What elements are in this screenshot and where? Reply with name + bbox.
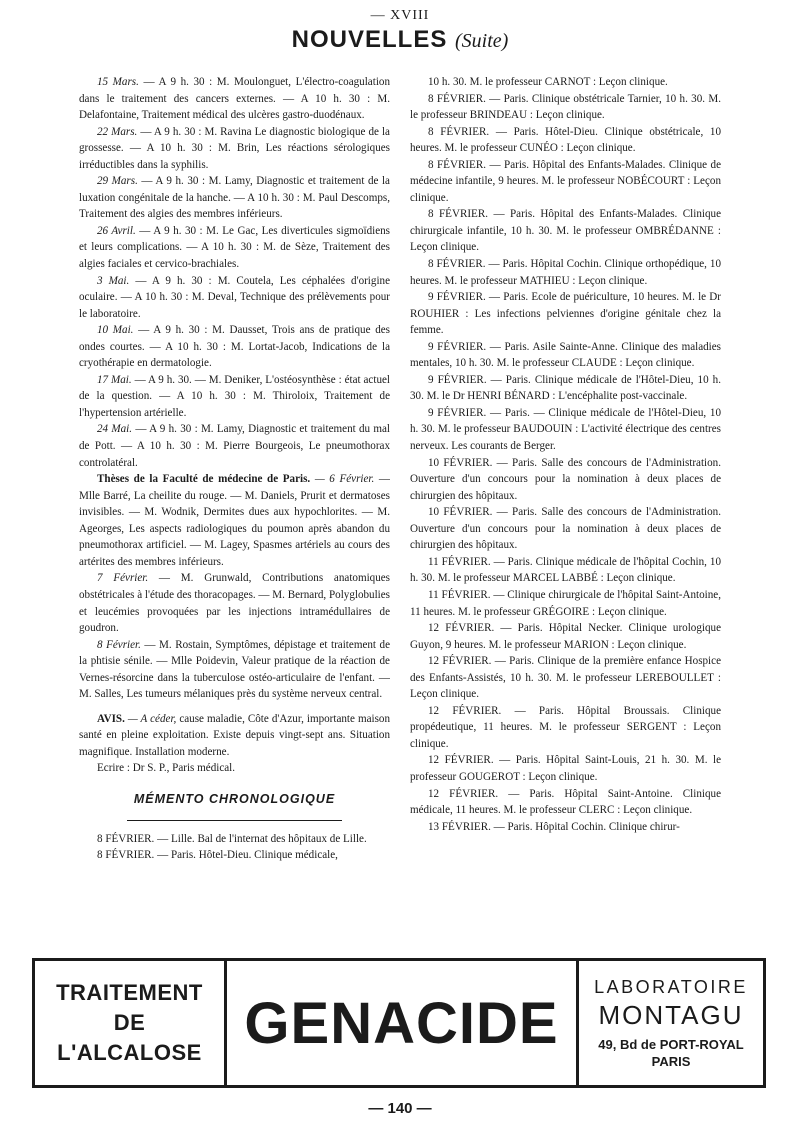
- memento-item: 9 FÉVRIER. — Paris. Ecole de puériculture, 10 heures. M. le Dr ROUHIER : Les infections pelviennes d'origine génitale chez la femme.: [410, 291, 721, 337]
- section-subtitle: (Suite): [455, 30, 509, 52]
- entry-date: 22 Mars.: [97, 125, 138, 138]
- memento-item: 11 FÉVRIER. — Paris. Clinique médicale de l'hôpital Cochin, 10 h. 30. M. le professeur MARCEL LABBÉ : Leçon clinique.: [410, 555, 721, 585]
- memento-item: 12 FÉVRIER. — Paris. Hôpital Saint-Antoine. Clinique médicale, 11 heures. M. le professeur CLERC : Leçon clinique.: [410, 787, 721, 817]
- memento-item: 8 FÉVRIER. — Lille. Bal de l'internat des hôpitaux de Lille.: [97, 832, 367, 845]
- memento-item: 12 FÉVRIER. — Paris. Hôpital Broussais. Clinique propédeutique, 11 heures. M. le professeur SERGENT : Leçon clinique.: [410, 704, 721, 750]
- lecture-entry: [79, 173, 390, 223]
- page-number: — 140 —: [368, 1100, 432, 1117]
- entry-date: 24 Mai.: [97, 423, 133, 436]
- entry-date: 26 Avril.: [97, 224, 136, 237]
- entry-text: — A 9 h. 30 : M. Lamy, Diagnostic et traitement de la luxation congénitale de la hanche. — A 10 h. 30 : M. Paul Descomps, Traitement des algies des membres inférieurs.: [79, 175, 390, 221]
- ad-treatment-line: TRAITEMENT: [56, 980, 203, 1005]
- memento-item: 13 FÉVRIER. — Paris. Hôpital Cochin. Clinique chirur-: [428, 820, 680, 833]
- lecture-entry: [79, 124, 390, 174]
- theses-entry: [79, 471, 390, 570]
- entry-text: — A 9 h. 30 : M. Ravina Le diagnostic biologique de la grossesse. — A 10 h. 30 : M. Brin, Les réactions sérologiques irréductibles dans la syphilis.: [79, 125, 390, 171]
- entry-date: 29 Mars.: [97, 175, 138, 188]
- avis-label: AVIS.: [97, 712, 125, 725]
- entry-date: 7 Février.: [97, 572, 149, 585]
- memento-item: 10 h. 30. M. le professeur CARNOT : Leçon clinique.: [428, 76, 668, 88]
- theses-entry: [79, 570, 390, 636]
- memento-item: 8 FÉVRIER. — Paris. Clinique obstétricale Tarnier, 10 h. 30. M. le professeur BRINDEAU : Leçon clinique.: [410, 92, 721, 122]
- theses-entry: [79, 637, 390, 703]
- section-title-text: NOUVELLES: [291, 26, 448, 53]
- left-column: [79, 74, 390, 950]
- entry-text: — A 9 h. 30 : M. Le Gac, Les diverticules sigmoïdiens et leurs complications. — A 10 h. 30 : M. de Sèze, Traitement des algies faciales et cervico-brachiales.: [79, 224, 390, 271]
- memento-item: 8 FÉVRIER. — Paris. Hôpital Cochin. Clinique orthopédique, 10 heures. M. le professeur MATHIEU : Leçon clinique.: [410, 258, 721, 287]
- memento-item: 10 FÉVRIER. — Paris. Salle des concours de l'Administration. Ouverture d'un concours pour la nomination à deux places de chirurgien des hôpitaux.: [410, 506, 721, 552]
- memento-item: 8 FÉVRIER. — Paris. Hôpital des Enfants-Malades. Clinique chirurgicale infantile, 10 h. 30. M. le professeur OMBRÉDANNE : Leçon clinique.: [410, 208, 721, 254]
- right-column: [410, 74, 721, 950]
- ad-laboratory-panel: [579, 961, 763, 1085]
- avis-notice: [79, 711, 390, 761]
- entry-date: 10 Mai.: [97, 324, 134, 337]
- ad-city: PARIS: [651, 1054, 691, 1069]
- entry-text: — A 9 h. 30. — M. Deniker, L'ostéosynthèse : état actuel de la question. — A 10 h. 30 : M. Thiroloix, Traitement de l'hypertension artérielle.: [79, 373, 390, 419]
- lecture-entry: [79, 74, 390, 124]
- entry-text: — M. Grunwald, Contributions anatomiques obstétricales à l'étude des thoracopages. — M. Bernard, Polyglobulies et leucémies provoquées par les injections intramédullaires de goudron.: [79, 572, 390, 635]
- entry-date: 3 Mai.: [97, 274, 130, 287]
- ad-address: 49, Bd de PORT-ROYAL: [598, 1037, 744, 1052]
- lecture-entry: [79, 322, 390, 372]
- memento-title: MÉMENTO CHRONOLOGIQUE: [133, 791, 336, 806]
- section-title: [0, 26, 800, 54]
- entry-text: — A 9 h. 30 : M. Moulonguet, L'électro-coagulation dans le traitement des cancers externes. — A 10 h. 30 : M. Delafontaine, Traitement médical des ulcères gastro-duodénaux.: [79, 76, 390, 122]
- lecture-entry: [79, 223, 390, 273]
- entry-date: 8 Février.: [97, 638, 141, 651]
- lecture-entry: [79, 372, 390, 422]
- memento-item: 9 FÉVRIER. — Paris. Asile Sainte-Anne. Clinique des maladies mentales, 10 h. 30. M. le professeur CLAUDE : Leçon clinique.: [410, 340, 721, 370]
- memento-item: 8 FÉVRIER. — Paris. Hôtel-Dieu. Clinique obstétricale, 10 heures. M. le professeur CUNÉO : Leçon clinique.: [410, 125, 721, 155]
- entry-text: — A 9 h. 30 : M. Coutela, Les céphalées d'origine oculaire. — A 10 h. 30 : M. Deval, Technique des prélèvements pour le laboratoire.: [79, 274, 390, 320]
- theses-heading: Thèses de la Faculté de médecine de Paris.: [97, 473, 311, 486]
- entry-text: — A 9 h. 30 : M. Dausset, Trois ans de pratique des ondes courtes. — A 10 h. 30 : M. Lortat-Jacob, Indications de la cryothérapie en dermatologie.: [79, 324, 390, 370]
- avis-lead: — A céder,: [124, 712, 177, 725]
- memento-item: 12 FÉVRIER. — Paris. Hôpital Saint-Louis, 21 h. 30. M. le professeur GOUGEROT : Leçon clinique.: [410, 754, 721, 783]
- ad-treatment-line: L'ALCALOSE: [57, 1040, 202, 1065]
- entry-date: 15 Mars.: [97, 76, 139, 88]
- ad-product-name: GENACIDE: [227, 961, 579, 1085]
- roman-page-number: — XVIII: [370, 8, 430, 23]
- lecture-entry: [79, 273, 390, 323]
- ad-laboratory-name: MONTAGU: [598, 1000, 744, 1030]
- memento-item: 8 FÉVRIER. — Paris. Hôpital des Enfants-Malades. Clinique de médecine infantile, 9 heures. M. le professeur NOBÉCOURT : Leçon clinique.: [410, 158, 721, 204]
- entry-text: — M. Rostain, Symptômes, dépistage et traitement de la phtisie sénile. — Mlle Poidevin, Valeur pratique de la réaction de Vernes-résorcine dans la tuberculose ostéo-articulaire de l'enfant. — M. Salles, Les tumeurs mélaniques près du système nerveux central.: [79, 638, 390, 701]
- memento-item: 10 FÉVRIER. — Paris. Salle des concours de l'Administration. Ouverture d'un concours pour la nomination à deux places de chirurgien des hôpitaux.: [410, 456, 721, 502]
- memento-item: 12 FÉVRIER. — Paris. Clinique de la première enfance Hospice des Enfants-Assistés, 10 h. 30. M. le professeur LEREBOULLET : Leçon clinique.: [410, 655, 721, 701]
- memento-item: 8 FÉVRIER. — Paris. Hôtel-Dieu. Clinique médicale,: [97, 849, 338, 862]
- avis-text: cause maladie, Côte d'Azur, importante maison santé en pleine exploitation. Existe depuis vingt-sept ans. Situation magnifique. Installation moderne.: [79, 712, 390, 758]
- ad-treatment-line: DE: [113, 1010, 146, 1035]
- memento-item: 9 FÉVRIER. — Paris. — Clinique médicale de l'Hôtel-Dieu, 10 h. 30. M. le professeur BAUDOUIN : L'activité électrique des centres nerveux. Les courants de Berger.: [410, 406, 721, 453]
- avis-contact: Ecrire : Dr S. P., Paris médical.: [97, 762, 236, 775]
- theses-date: — 6 Février.: [310, 473, 375, 486]
- ad-laboratory-label: LABORATOIRE: [594, 977, 748, 997]
- advertisement-box: [32, 958, 766, 1088]
- entry-date: 17 Mai.: [97, 373, 132, 386]
- ad-treatment-panel: [35, 961, 227, 1085]
- entry-text: — A 9 h. 30 : M. Lamy, Diagnostic et traitement du mal de Pott. — A 10 h. 30 : M. Pierre Bourgeois, Le pneumothorax controlatéral.: [79, 423, 390, 469]
- memento-item: 9 FÉVRIER. — Paris. Clinique médicale de l'Hôtel-Dieu, 10 h. 30. M. le Dr HENRI BÉNARD : L'encéphalite post-vaccinale.: [410, 373, 721, 403]
- memento-item: 12 FÉVRIER. — Paris. Hôpital Necker. Clinique urologique Guyon, 9 heures. M. le professeur MARION : Leçon clinique.: [410, 622, 721, 651]
- lecture-entry: [79, 421, 390, 471]
- theses-text: — Mlle Barré, La cheilite du rouge. — M. Daniels, Prurit et dermatoses invisibles. — M. Wodnik, Dermites dues aux hypochlorites. — M. Ageorges, Les aspects radiologiques du poumon après abandon du pneumothorax artificiel. — M. Lagey, Spasmes artériels au cours des artérites des membres inférieurs.: [79, 473, 390, 568]
- memento-item: 11 FÉVRIER. — Clinique chirurgicale de l'hôpital Saint-Antoine, 11 heures. M. le professeur GRÉGOIRE : Leçon clinique.: [410, 588, 721, 618]
